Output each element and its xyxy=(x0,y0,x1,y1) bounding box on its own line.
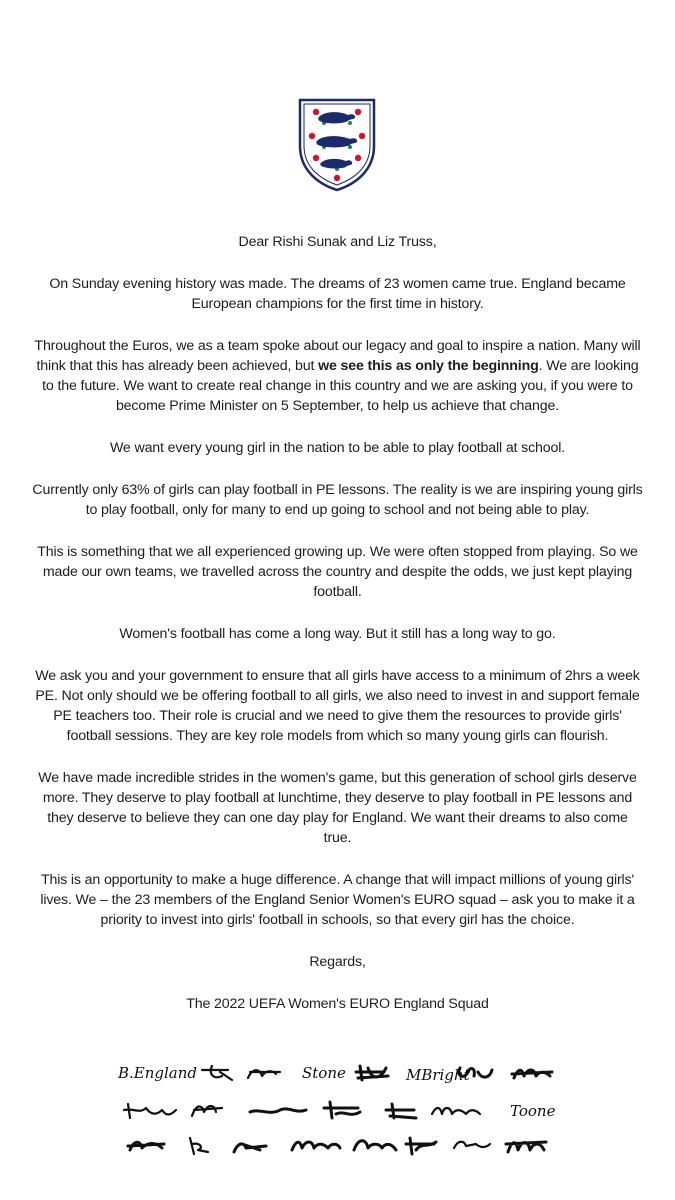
signatures-image xyxy=(110,1058,570,1158)
closing: Regards, xyxy=(309,954,366,970)
signature-15: Toone xyxy=(510,1102,556,1120)
shield-icon xyxy=(296,96,378,192)
paragraph-2 xyxy=(32,336,643,416)
paragraph-7: We ask you and your government to ensure that all girls have access to a minimum of 2hrs a week PE. Not only should we be offering football to all girls, we also need to invest in and support female PE teachers too. Their role is crucial and we need to give them the resources to provide girls' football sessions. They are key role models from which so many young girls can flourish. xyxy=(35,668,640,744)
signature-13 xyxy=(386,1104,416,1118)
england-crest-logo xyxy=(296,96,378,192)
signature-10 xyxy=(192,1106,222,1116)
signoff: The 2022 UEFA Women's EURO England Squad xyxy=(186,996,489,1012)
signature-9 xyxy=(124,1104,176,1118)
signature-14 xyxy=(432,1108,480,1114)
paragraph-2-start: Throughout the Euros, we as a team spoke about our legacy and goal to inspire a nation. Many will think that this has already been achieved, but xyxy=(34,338,641,374)
signature-4: Stone xyxy=(302,1064,346,1082)
signature-19 xyxy=(292,1142,340,1150)
signature-16 xyxy=(128,1142,164,1150)
signature-5 xyxy=(356,1066,388,1080)
paragraph-2-end: . We are looking to the future. We want to create real change in this country and we are asking you, if you were to become Prime Minister on 5 September, to help us achieve that change. xyxy=(42,358,639,414)
signature-12 xyxy=(324,1102,360,1118)
signature-18 xyxy=(234,1144,266,1152)
letter-body xyxy=(32,232,643,1014)
paragraph-4: Currently only 63% of girls can play football in PE lessons. The reality is we are inspiring young girls to play football, only for many to end up going to school and not being able to play. xyxy=(32,482,643,518)
signature-1: B.England xyxy=(118,1064,198,1082)
signature-3 xyxy=(248,1070,280,1078)
paragraph-3: We want every young girl in the nation to be able to play football at school. xyxy=(109,440,566,456)
signatures-block xyxy=(110,1058,570,1158)
paragraph-1: On Sunday evening history was made. The dreams of 23 women came true. England became European champions for the first time in history. xyxy=(49,276,626,312)
signature-23 xyxy=(506,1142,546,1152)
paragraph-2-emphasis: we see this as only the beginning xyxy=(318,358,539,374)
signature-17 xyxy=(190,1138,208,1154)
signature-22 xyxy=(454,1142,490,1148)
signature-8 xyxy=(512,1070,552,1078)
paragraph-9: This is an opportunity to make a huge difference. A change that will impact millions of young girls' lives. We – the 23 members of the England Senior Women's EURO squad – ask you to make it a priority to invest into girls' football in schools, so that every girl has the choice. xyxy=(40,872,635,928)
paragraph-5: This is something that we all experienced growing up. We were often stopped from playing. So we made our own teams, we travelled across the country and despite the odds, we just kept playing football. xyxy=(37,544,638,600)
signature-11 xyxy=(250,1109,306,1112)
signature-6: MBright xyxy=(406,1066,470,1084)
signature-21 xyxy=(406,1138,436,1154)
signature-2 xyxy=(202,1066,232,1080)
paragraph-8: We have made incredible strides in the women's game, but this generation of school girls deserve more. They deserve to play football at lunchtime, they deserve to play football in PE lessons and they deserve to believe they can one day play for England. We want their dreams to also come true. xyxy=(38,770,637,846)
salutation: Dear Rishi Sunak and Liz Truss, xyxy=(238,234,437,250)
paragraph-6: Women's football has come a long way. But it still has a long way to go. xyxy=(119,626,556,642)
signature-20 xyxy=(354,1141,396,1150)
